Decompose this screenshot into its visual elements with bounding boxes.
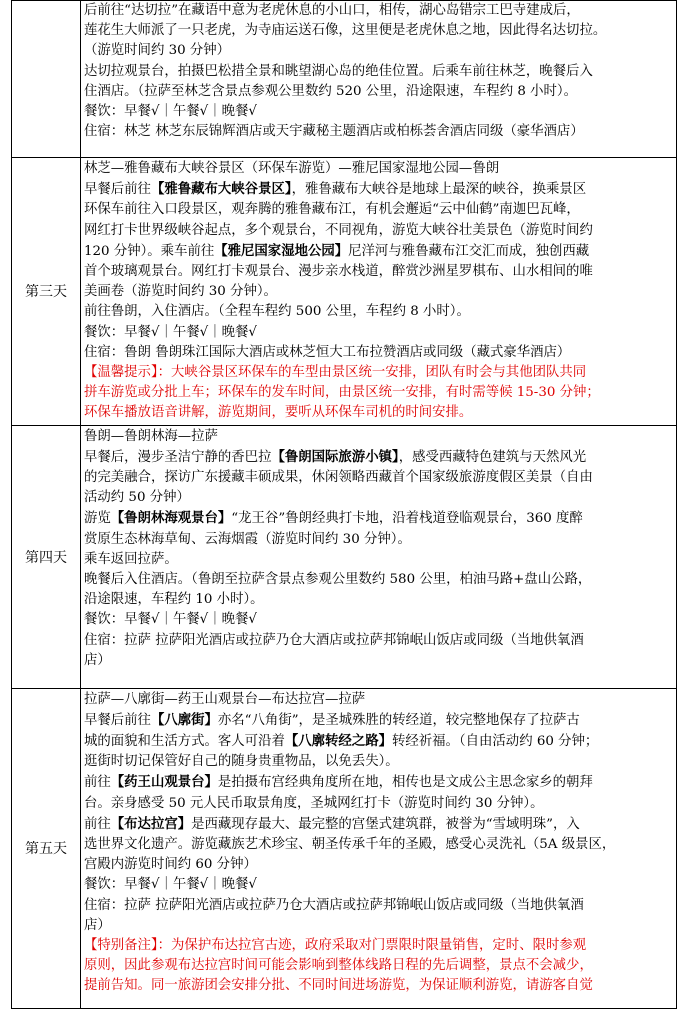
meals-line: 餐饮：早餐√｜午餐√｜晚餐√ xyxy=(84,612,257,628)
attraction-name: 【八廓街】 xyxy=(150,711,218,728)
attraction-name: 【八廓转经之路】 xyxy=(284,733,392,750)
day-label: 第三天 xyxy=(25,284,67,301)
hotel-line: 住宿：拉萨 拉萨阳光酒店或拉萨乃仓大酒店或拉萨邦锦岷山饭店或同级（当地供氧酒 xyxy=(84,897,584,913)
tip-line: 环保车播放语音讲解，游览期间，要听从环保车司机的时间安排。 xyxy=(84,405,473,421)
day-cell xyxy=(12,425,81,688)
table-row-day5 xyxy=(12,688,677,1008)
text-line: 美画卷（游览时间约 30 分钟）。 xyxy=(84,284,277,300)
hotel-line: 住宿：鲁朗 鲁朗珠江国际大酒店或林芝恒大工布拉赞酒店或同级（藏式豪华酒店） xyxy=(84,344,571,360)
text-line: 前往鲁朗，入住酒店。（全程车程约 500 公里，车程约 8 小时）。 xyxy=(84,304,470,320)
text-line: 住酒店。（拉萨至林芝含景点参观公里数约 520 公里，沿途限速，车程约 8 小时）。 xyxy=(84,83,577,99)
text-line: 环保车前往入口段景区，观奔腾的雅鲁藏布江，有机会邂逅“云中仙鹤”南迦巴瓦峰， xyxy=(84,202,580,218)
text-line: 逛街时切记保管好自己的随身贵重物品，以免丢失）。 xyxy=(84,754,399,770)
text-line: 城的面貌和生活方式。客人可沿着【八廓转经之路】转经祈福。（自由活动约 60 分钟； xyxy=(84,733,599,750)
day-content xyxy=(81,1,677,158)
meals-line: 餐饮：早餐√｜午餐√｜晚餐√ xyxy=(84,877,257,893)
day-content xyxy=(81,688,677,1008)
attraction-name: 【布达拉宫】 xyxy=(110,815,192,832)
text-line: 前往【药王山观景台】是拍摄布宫经典角度所在地，相传也是文成公主思念家乡的朝拜 xyxy=(84,774,593,791)
route-line: 鲁朗—鲁朗林海—拉萨 xyxy=(84,428,218,444)
tip-line: 【温馨提示】：大峡谷景区环保车的车型由景区统一安排，团队有时会与其他团队共同 xyxy=(84,365,587,381)
text-line: 早餐后，漫步圣洁宁静的香巴拉【鲁朗国际旅游小镇】，感受西藏特色建筑与天然风光 xyxy=(84,448,587,465)
text-line: 选世界文化遗产。游览藏族艺术珍宝、朝圣传承千年的圣殿，感受心灵洗礼（5A 级景区， xyxy=(84,837,616,853)
route-line: 拉萨—八廓街—药王山观景台—布达拉宫—拉萨 xyxy=(84,691,366,707)
tip-line: 拼车游览或分批上车；环保车的发车时间，由景区统一安排，有时需等候 15-30 分钟； xyxy=(84,385,600,401)
text-line: 的完美融合，探访广东援藏丰硕成果，休闲领略西藏首个国家级旅游度假区美景（自由 xyxy=(84,470,593,486)
hotel-line: 店） xyxy=(84,917,111,933)
attraction-name: 【雅尼国家湿地公园】 xyxy=(214,242,349,259)
text-line: 游览【鲁朗林海观景台】“龙王谷”鲁朗经典打卡地，沿着栈道登临观景台，360 度醉 xyxy=(84,510,583,527)
text-line: 达切拉观景台，拍摄巴松措全景和眺望湖心岛的绝佳位置。后乘车前往林芝，晚餐后入 xyxy=(84,63,593,79)
text-line: 宫殿内游览时间约 60 分钟） xyxy=(84,857,257,873)
day-label: 第四天 xyxy=(25,549,67,566)
text-line: 莲花生大师派了一只老虎，为寺庙运送石像，这里便是老虎休息之地，因此得名达切拉。 xyxy=(84,23,607,39)
text-line: 前往【布达拉宫】是西藏现存最大、最完整的宫堡式建筑群，被誉为“雪域明珠”，入 xyxy=(84,815,580,832)
attraction-name: 【鲁朗林海观景台】 xyxy=(110,510,232,527)
text-line: 网红打卡世界级峡谷起点，多个观景台，不同视角，游览大峡谷壮美景色（游览时间约 xyxy=(84,222,593,238)
day-content xyxy=(81,158,677,426)
text-line: 早餐后前往【雅鲁藏布大峡谷景区】，雅鲁藏布大峡谷是地球上最深的峡谷，换乘景区 xyxy=(84,181,587,198)
text-line: 活动约 50 分钟） xyxy=(84,490,190,506)
day-cell xyxy=(12,688,81,1008)
attraction-name: 【药王山观景台】 xyxy=(110,774,218,791)
route-line: 林芝—雅鲁藏布大峡谷景区（环保车游览）—雅尼国家湿地公园—鲁朗 xyxy=(84,161,500,176)
text-line: 晚餐后入住酒店。（鲁朗至拉萨含景点参观公里数约 580 公里，柏油马路+盘山公路， xyxy=(84,572,592,588)
text-line: 早餐后前往【八廓街】亦名“八角街”，是圣城殊胜的转经道，较完整地保存了拉萨古 xyxy=(84,711,580,728)
note-line: 原则，因此参观布达拉宫时间可能会影响到整体线路日程的先后调整，景点不会减少， xyxy=(84,958,593,974)
table-row-day4 xyxy=(12,425,677,688)
table-row-day3 xyxy=(12,158,677,426)
attraction-name: 【鲁朗国际旅游小镇】 xyxy=(271,448,399,465)
text-line: （游览时间约 30 分钟） xyxy=(84,43,231,59)
text-line: 120 分钟）。乘车前往【雅尼国家湿地公园】尼洋河与雅鲁藏布江交汇而成，独创西藏 xyxy=(84,242,590,259)
text-line: 赏原生态林海草甸、云海烟霞（游览时间约 30 分钟）。 xyxy=(84,531,411,547)
table-row-continued xyxy=(12,1,677,158)
text-line: 后前往“达切拉”在藏语中意为老虎休息的小山口，相传，湖心岛错宗工巴寺建成后， xyxy=(84,3,580,18)
hotel-line: 店） xyxy=(84,652,111,668)
hotel-line: 住宿：林芝 林芝东辰锦辉酒店或天宇藏秘主题酒店或柏栎荟舍酒店同级（豪华酒店） xyxy=(84,124,584,140)
day-label: 第五天 xyxy=(25,841,67,858)
meals-line: 餐饮：早餐√｜午餐√｜晚餐√ xyxy=(84,324,257,340)
hotel-line: 住宿：拉萨 拉萨阳光酒店或拉萨乃仓大酒店或拉萨邦锦岷山饭店或同级（当地供氧酒 xyxy=(84,632,584,648)
itinerary-sheet xyxy=(11,0,677,1009)
text-line: 台。亲身感受 50 元人民币取景角度，圣城网红打卡（游览时间约 30 分钟）。 xyxy=(84,795,544,811)
itinerary-table xyxy=(11,0,677,1009)
note-line: 【特别备注】：为保护布达拉宫古迹，政府采取对门票限时限量销售，定时、限时参观 xyxy=(84,938,587,954)
text-line: 沿途限速，车程约 10 小时）。 xyxy=(84,592,264,608)
text-line: 乘车返回拉萨。 xyxy=(84,551,178,567)
day-content xyxy=(81,425,677,688)
note-line: 提前告知。同一旅游团会安排分批、不同时间进场游览，为保证顺利游览，请游客自觉 xyxy=(84,978,593,994)
attraction-name: 【雅鲁藏布大峡谷景区】 xyxy=(150,181,292,198)
day-cell xyxy=(12,1,81,158)
text-line: 首个玻璃观景台。网红打卡观景台、漫步亲水栈道，醉赏沙洲星罗棋布、山水相间的唯 xyxy=(84,264,593,280)
meals-line: 餐饮：早餐√｜午餐√｜晚餐√ xyxy=(84,104,257,120)
day-cell xyxy=(12,158,81,426)
